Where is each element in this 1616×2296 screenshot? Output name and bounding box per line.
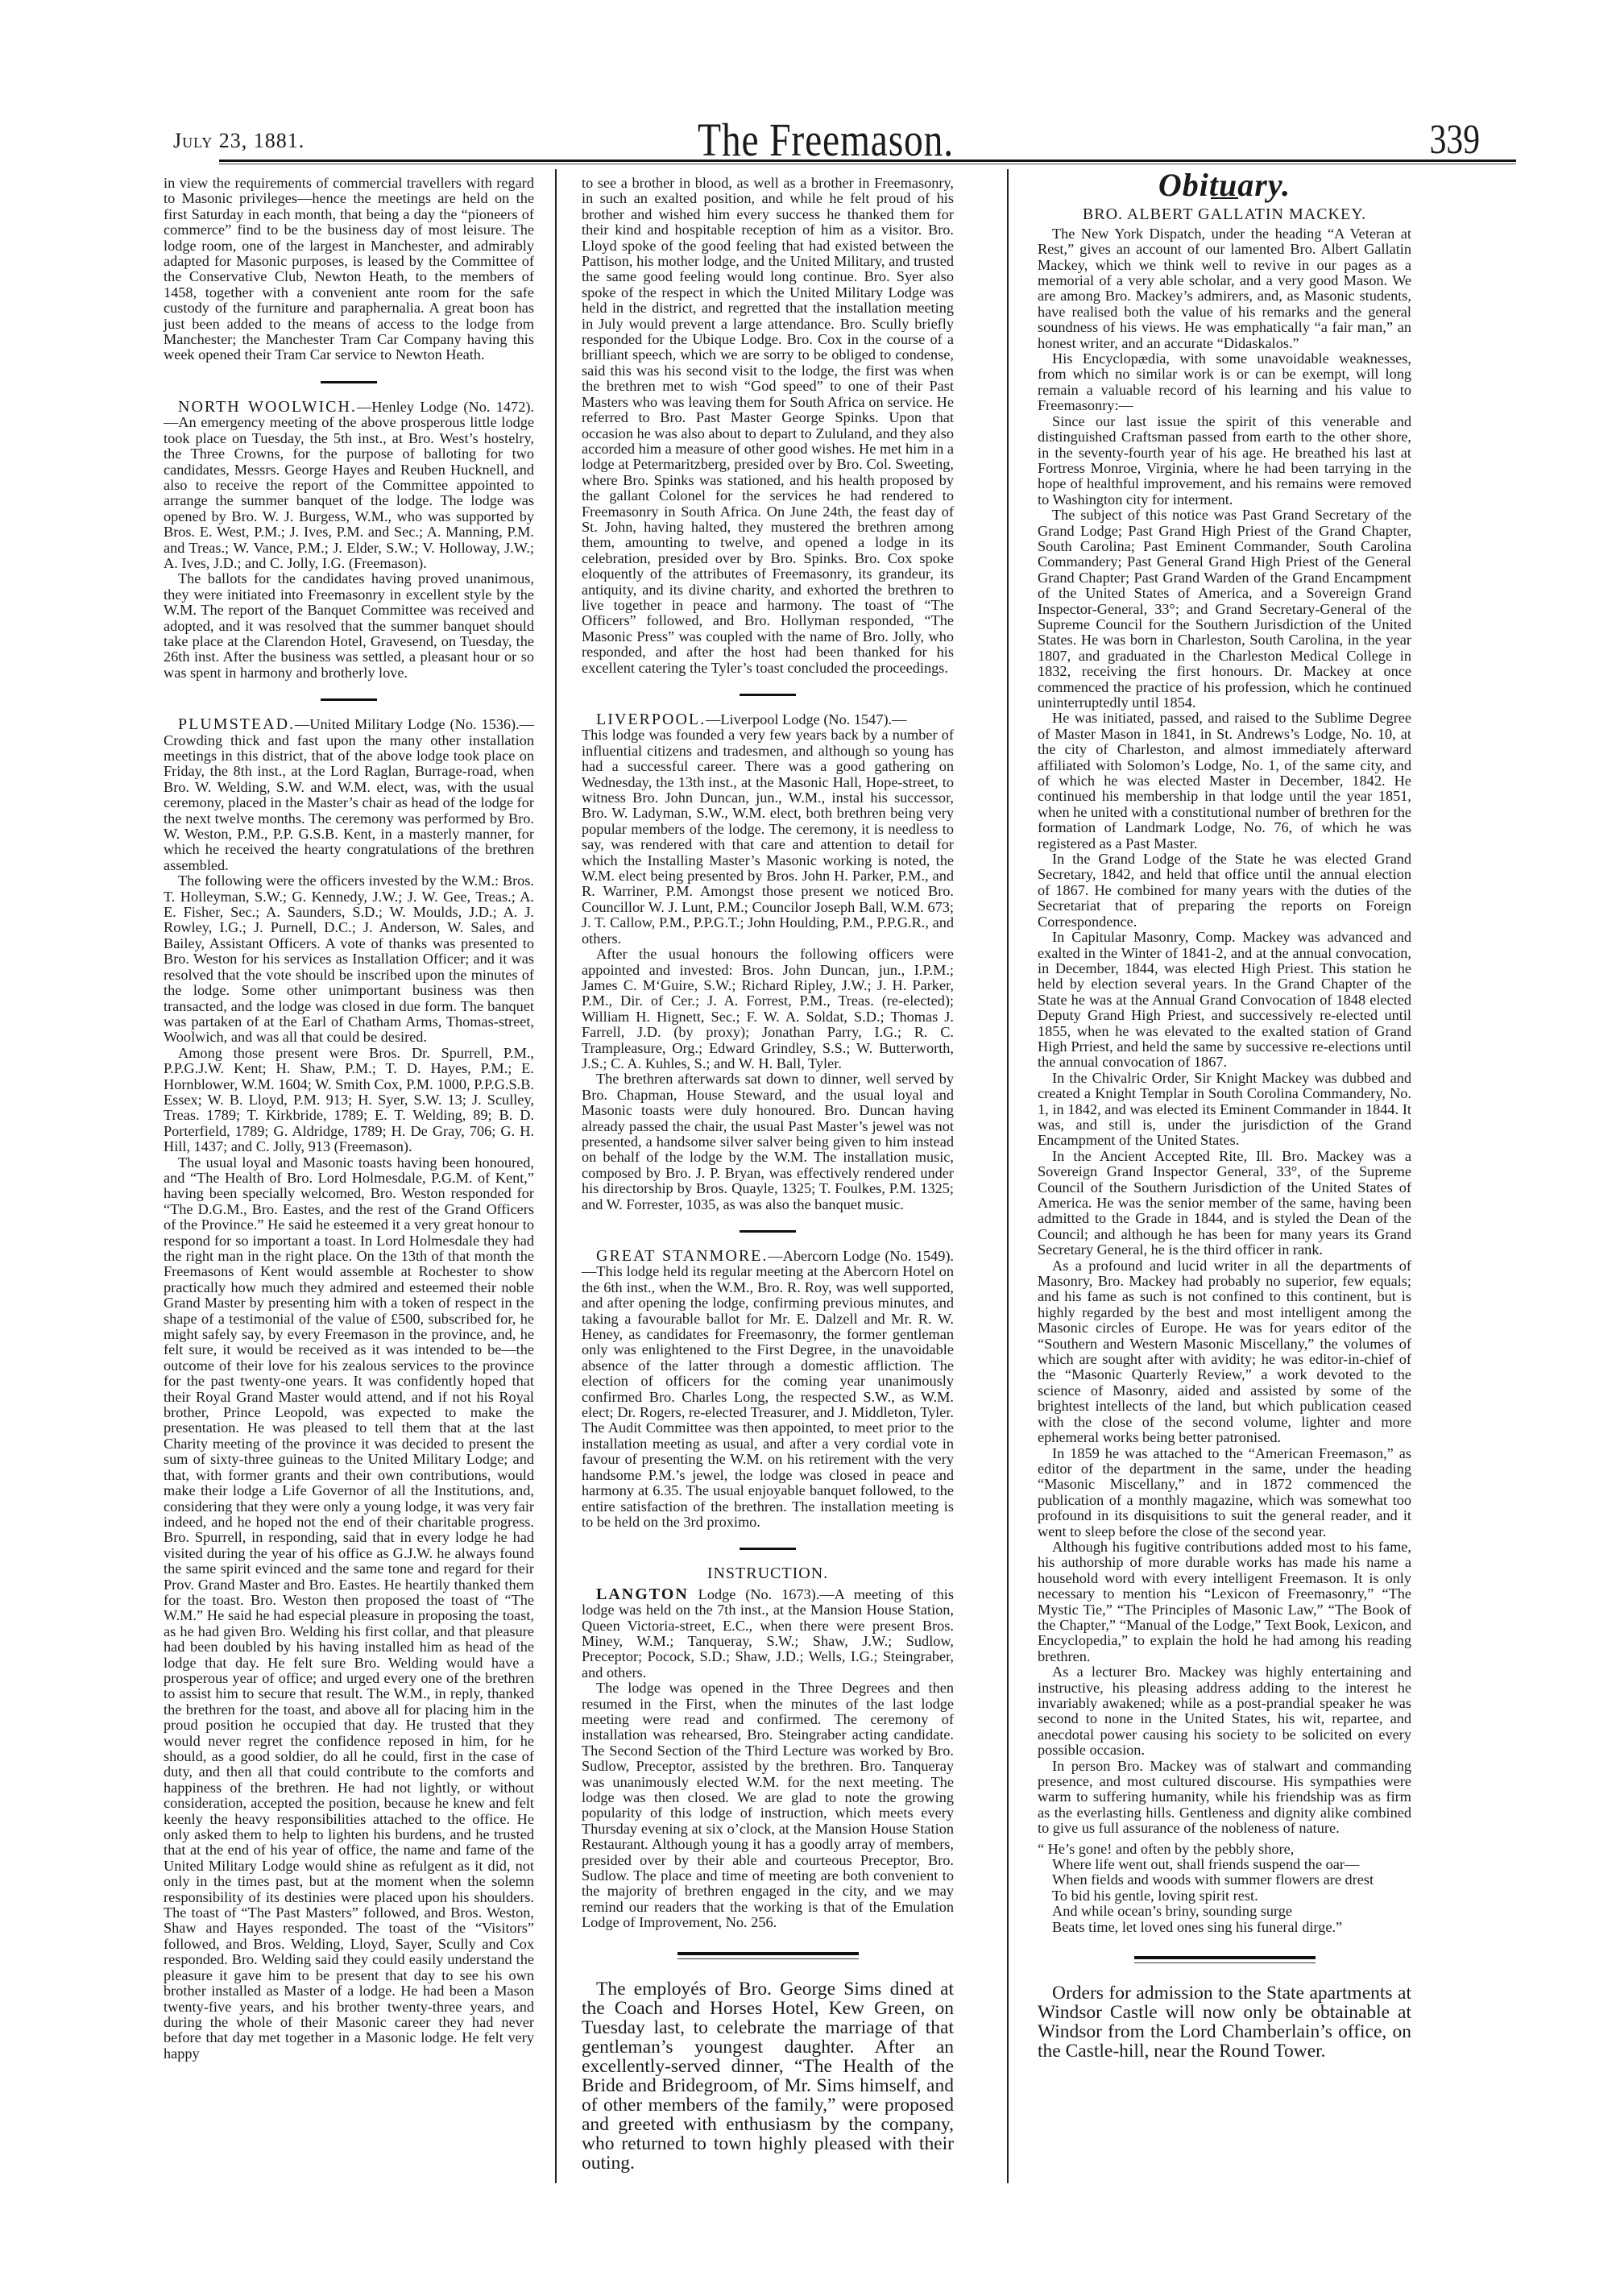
obituary-paragraph: His Encyclopædia, with some unavoidable weaknesses, from which no similar work is or can be exempt, will long remain a valuable record of his learning and his value to Freemasonry:—: [1038, 350, 1411, 414]
notice-sims-dinner: The employés of Bro. George Sims dined at the Coach and Horses Hotel, Kew Green, on Tuesday last, to celebrate the marriage of that gentleman’s youngest daughter. After an excellently-served dinner, “The Health of the Bride and Bridegroom, of Mr. Sims himself, and of other members of the family,” were proposed and greeted with enthusiasm by the company, who returned to town highly pleased with their outing.: [582, 1978, 954, 2174]
masthead: [165, 113, 1486, 166]
column-divider: [555, 169, 557, 2183]
article-continuation: in view the requirements of commercial travellers with regard to Masonic privileges—hence the meetings are held on the first Saturday in each month, that being a day the “pioneers of commerce” find to be the business day of most leisure. The lodge room, one of the largest in Manchester, and admirably adapted for Masonic purposes, is leased by the Committee of the Conservative Club, Newton Heath, to the members of 1458, together with a convenient ante room for the safe custody of the furniture and paraphernalia. A great boon has just been added to the means of access to the lodge from Manchester; the Manchester Tram Car Company having this week opened their Tram Car service to Newton Heath.: [164, 175, 534, 363]
poem-line: Where life went out, shall friends suspend the oar—: [1052, 1856, 1360, 1873]
lodge-name: —Abercorn Lodge (No. 1549).: [768, 1248, 954, 1264]
obituary-paragraph: In the Grand Lodge of the State he was elected Grand Secretary, 1842, and held that office until the annual election of 1867. He combined for many years with the duties of the Secretariat that of preparing the reports on Foreign Correspondence.: [1038, 851, 1411, 930]
poem-line: Beats time, let loved ones sing his funeral dirge.”: [1052, 1918, 1343, 1935]
section-title-obituary: Obituary.: [1158, 167, 1291, 203]
obituary-paragraph: As a profound and lucid writer in all the departments of Masonry, Bro. Mackey had probably no superior, few equals; and his fame as such is not confined to this continent, but is highly regarded by the best and most intelligent among the Masonic circles of Europe. He was for years editor of the “Southern and Western Masonic Miscellany,” the volumes of which are sought after with avidity; he was editor-in-chief of the “Masonic Quarterly Review,” a work devoted to the science of Masonry, aided and assisted by some of the brightest intellects of the land, but which publication ceased with the close of the second volume, lighter and more ephemeral works being better patronised.: [1038, 1257, 1411, 1446]
article-heading: PLUMSTEAD.: [178, 715, 296, 734]
poem-line: “ He’s gone! and often by the pebbly shore,: [1038, 1840, 1295, 1857]
article-heading: LANGTON: [596, 1585, 689, 1603]
article-body: —A meeting of this lodge was held on the 7th inst., at the Mansion House Station, Queen Victoria-street, E.C., when there were present Bros. Miney, W.M.; Tanqueray, S.W.; Shaw, J.W.; Sudlow, Preceptor; Pocock, S.D.; Shaw, J.D.; Wells, I.G.; Steingraber, and others.: [582, 1585, 954, 1681]
issue-date: July 23, 1881.: [173, 129, 305, 152]
article-separator: [740, 1548, 796, 1550]
article-paragraph: The ballots for the candidates having proved unanimous, they were initiated into Freemasonry in excellent style by the W.M. The report of the Banquet Committee was received and adopted, and it was resolved that the summer banquet should take place at the Clarendon Hotel, Gravesend, on Tuesday, the 26th inst. After the business was settled, a pleasant hour or so was spent in harmony and brotherly love.: [164, 570, 534, 681]
article-paragraph: The following were the officers invested by the W.M.: Bros. T. Holleyman, S.W.; G. Kennedy, J.W.; J. W. Gee, Treas.; A. E. Fisher, Sec.; A. Saunders, S.D.; W. Moulds, J.D.; A. J. Rowley, I.G.; J. Purnell, D.C.; J. Anderson, W. Sales, and Bailey, Assistant Officers. A vote of thanks was presented to Bro. Weston for his services as Installation Officer; and it was resolved that the vote should be inscribed upon the minutes of the lodge. Some other unimportant business was then transacted, and the lodge was closed in due form. The banquet was partaken of at the Earl of Chatham Arms, Thomas-street, Woolwich, and was all that could be desired.: [164, 872, 534, 1046]
column-2: [582, 176, 954, 2173]
article-body: —This lodge held its regular meeting at the Abercorn Hotel on the 6th inst., when the W.M., Bro. R. Roy, was well supported, and after opening the lodge, confirming previous minutes, and taking a favourable ballot for Mr. E. Dalzell and Mr. R. W. Heney, as candidates for Freemasonry, the former gentleman only was enlightened to the First Degree, in the unavoidable absence of the latter through a domestic affliction. The election of officers for the coming year unanimously confirmed Bro. Charles Long, the respected S.W., as W.M. elect; Dr. Rogers, re-elected Treasurer, and J. Middleton, Tyler. The Audit Committee was then appointed, to meet prior to the installation meeting as usual, and after a very cordial vote in favour of presenting the W.M. on his retirement with the very handsome P.M.’s jewel, the lodge was closed in peace and harmony at 6.35. The usual enjoyable banquet followed, to the entire satisfaction of the brethren. The installation meeting is to be held on the 3rd proximo.: [582, 1263, 954, 1530]
obituary-paragraph: In the Ancient Accepted Rite, Ill. Bro. Mackey was a Sovereign Grand Inspector General, 33°, of the Supreme Council of the Southern Jurisdiction of the United States of America. He was the senior member of the same, having been admitted to the Grade in 1844, and is styled the Dean of the Council; and although he has been for many years its Grand Secretary General, he is the third officer in rank.: [1038, 1147, 1411, 1258]
article-north-woolwich: [164, 397, 535, 681]
notice-windsor-castle: Orders for admission to the State apartments at Windsor Castle will now only be obtainable at Windsor from the Lord Chamberlain’s office, on the Castle-hill, near the Round Tower.: [1038, 1983, 1411, 2062]
article-plumstead: [164, 717, 534, 2062]
column-1: [164, 176, 534, 2062]
article-separator: [321, 381, 377, 383]
poem-line: To bid his gentle, loving spirit rest.: [1052, 1887, 1258, 1904]
obituary-paragraph: Although his fugitive contributions added most to his fame, his authorship of more durable works has made his name a household word with every intelligent Freemason. It is only necessary to mention his “Lexicon of Freemasonry,” “The Mystic Tie,” “The Principles of Masonic Law,” “The Book of the Chapter,” “Manual of the Lodge,” Text Book, Lexicon, and Encyclopedia,” to explain the hold he had among his reading brethren.: [1038, 1538, 1411, 1664]
article-heading: LIVERPOOL.: [596, 711, 706, 728]
article-separator: [740, 1230, 796, 1233]
lodge-name: Lodge (No. 1673).: [688, 1585, 820, 1602]
article-great-stanmore: [582, 1249, 954, 1530]
article-body: —Crowding thick and fast upon the many other installation meetings in this district, that of the above lodge took place on Friday, the 8th inst., at the Lord Raglan, Burrage-road, when Bro. W. Welding, S.W. and W.M. elect, was, with the usual ceremony, placed in the Master’s chair as head of the lodge for the next twelve months. The ceremony was performed by Bro. W. Weston, P.M., P.P. G.S.B. Kent, in a masterly manner, for which he received the hearty congratulations of the brethren assembled.: [164, 716, 534, 873]
article-liverpool: [582, 712, 954, 1212]
article-body: —An emergency meeting of the above prosperous little lodge took place on Tuesday, the 5th inst., at Bro. West’s hostelry, the Three Crowns, for the purpose of balloting for two candidates, Messrs. George Hayes and Reuben Hucknell, and also to receive the report of the Committee appointed to arrange the summer banquet of the lodge. The lodge was opened by Bro. W. J. Burgess, W.M., who was supported by Bros. E. West, P.M.; J. Ives, P.M. and Sec.; A. Manning, P.M. and Treas.; W. Vance, P.M.; J. Elder, S.W.; V. Holloway, J.W.; A. Ives, J.D.; and C. Jolly, I.G. (Freemason).: [164, 414, 534, 571]
article-paragraph: This lodge was founded a very few years back by a number of influential citizens and tradesmen, and although so young has had a successful career. There was a good gathering on Wednesday, the 13th inst., at the Masonic Hall, Hope-street, to witness Bro. John Duncan, jun., W.M., instal his successor, Bro. W. Ladyman, S.W., W.M. elect, both brethren being very popular members of the lodge. The ceremony, it is needless to say, was rendered with that care and attention to detail for which the Installing Master’s Masonic working is noted, the W.M. elect being presented by Bros. John H. Parker, P.M., and R. Warriner, P.M. Amongst those present we noticed Bro. Councillor W. J. Lunt, P.M.; Councilor Joseph Ball, W.M. 673; J. T. Callow, P.M., P.P.G.T.; John Houlding, P.M., P.P.G.R., and others.: [582, 727, 954, 947]
column-divider: [1007, 169, 1009, 2183]
obituary-paragraph: As a lecturer Bro. Mackey was highly entertaining and instructive, his pleasing address adding to the interest he invariably awakened; while as a post-prandial speaker he was second to none in the United States, his wit, repartee, and anecdotal power causing his society to be solicited on every possible occasion.: [1038, 1664, 1411, 1759]
article-heading: GREAT STANMORE.: [596, 1247, 769, 1265]
obituary-subject: BRO. ALBERT GALLATIN MACKEY.: [1082, 205, 1367, 224]
article-heading: NORTH WOOLWICH.: [178, 397, 357, 416]
article-paragraph: The lodge was opened in the Three Degrees and then resumed in the First, when the minutes of the last lodge meeting were read and confirmed. The ceremony of installation was rehearsed, Bro. Steingraber acting candidate. The Second Section of the Third Lecture was worked by Bro. Sudlow, Preceptor, assisted by the brethren. Bro. Tanqueray was unanimously elected W.M. for the next meeting. The lodge was then closed. We are glad to note the growing popularity of this lodge of instruction, which meets every Thursday evening at six o’clock, at the Mansion House Station Restaurant. Although young it has a goodly array of members, presided over by their able and courteous Preceptor, Bro. Sudlow. The place and time of meeting are both convenient to the majority of brethren engaged in the city, and we may remind our readers that the working is that of the Emulation Lodge of Improvement, No. 256.: [582, 1680, 954, 1931]
page-number: 339: [1429, 117, 1480, 163]
article-separator: [321, 698, 377, 701]
newspaper-title: The Freemason.: [698, 114, 954, 166]
lodge-name: —United Military Lodge (No. 1536).: [295, 716, 520, 733]
obituary-paragraph: In person Bro. Mackey was of stalwart and commanding presence, and most cultured discourse. His sympathies were warm to suffering humanity, while his friendship was as firm as the everlasting hills. Gentleness and dignity alike combined to give us full assurance of the nobleness of nature.: [1038, 1757, 1411, 1837]
obituary-paragraph: The subject of this notice was Past Grand Secretary of the Grand Lodge; Past Grand High Priest of the Grand Chapter, South Carolina; Past Eminent Commander, South Carolina Commandery; Past General Grand High Priest of the General Grand Chapter; Past Grand Warden of the Grand Encampment of the United States of America, and a Sovereign Grand Inspector-General, 33°; and Grand Secretary-General of the Supreme Council for the Southern Jurisdiction of the United States. He was born in Charleston, South Carolina, in the year 1807, and graduated in the Charleston Medical College in 1832, receiving the first honours. Dr. Mackey at once commenced the practice of his profession, which he continued uninterruptedly until 1854.: [1038, 507, 1411, 711]
article-paragraph: The usual loyal and Masonic toasts having been honoured, and “The Health of Bro. Lord Holmesdale, P.G.M. of Kent,” having been specially welcomed, Bro. Weston responded for “The D.G.M., Bro. Eastes, and the rest of the Grand Officers of the Province.” He said he esteemed it a very great honour to respond for so important a toast. In Lord Holmesdale they had the right man in the right place. On the 13th of that month the Freemasons of Kent would assemble at Rochester to show practically how much they admired and esteemed their noble Grand Master by presenting him with a token of respect in the shape of a testimonial of the value of £500, subscribed for, he might safely say, by every Freemason in the province, and, he felt sure, it would be received as it was intended to be—the outcome of their love for his zealous services to the province for the past twenty-one years. It was confidently hoped that their Royal Grand Master would attend, and if not his Royal brother, Prince Leopold, was expected to make the presentation. He was pleased to tell them that at the last Charity meeting of the province it was decided to present the sum of sixty-three guineas to the United Military Lodge; and that, with former grants and their own contributions, would make their lodge a Life Governor of all the Institutions, and, considering that they were only a young lodge, it was very fair indeed, and he hoped not the end of their charitable progress. Bro. Spurrell, in responding, said that in every lodge he had visited during the year of his office as G.J.W. he always found the same spirit evinced and the same tone and regard for their Prov. Grand Master and Bro. Eastes. He heartily thanked them for the toast. Bro. Weston then proposed the toast of “The W.M.” He said he had especial pleasure in proposing the toast, as he had given Bro. Welding his first collar, and that pleasure had been doubled by his having installed him as head of the lodge that day. He felt sure Bro. Welding would have a prosperous year of office; and urged every one of the brethren to assist him to secure that result. The W.M., in reply, thanked the brethren for the toast, and above all for placing him in the proud position he occupied that day. He trusted that they would never regret the confidence reposed in him, for he should, as a good soldier, do all he could, first in the case of duty, and then all that could contribute to the comforts and happiness of the brethren. He had not lightly, or without consideration, accepted the position, because he knew and felt keenly the heavy responsibilities attached to the office. He only asked them to help to lighten his burdens, and he trusted that at the end of his year of office, the name and fame of the United Military Lodge would shine as refulgent as it did, not only in the times past, but at the moment when the solemn responsibility of its destinies were placed upon his shoulders. The toast of “The Past Masters” followed, and Bros. Weston, Shaw and Hayes responded. The toast of the “Visitors” followed, and Bros. Welding, Lloyd, Sayer, Scully and Cox responded. Bro. Welding said they could easily understand the pleasure it gave him to be present that day to see his own brother installed as Master of a lodge. He had been a Mason twenty-five years, and his brother twenty-three years, and during the whole of their Masonic career they had never before that day met together in a Masonic lodge. He felt very happy: [164, 1154, 534, 2062]
article-separator: [740, 694, 796, 696]
poem-line: When fields and woods with summer flowers are drest: [1052, 1871, 1374, 1888]
article-instruction: [582, 1566, 954, 1930]
obituary-paragraph: Since our last issue the spirit of this venerable and distinguished Craftsman passed from earth to the other shore, in the seventy-fourth year of his age. He breathed his last at Fortress Monroe, Virginia, where he had been tarrying in the hope of healthful improvement, and his remains were removed to Washington city for interment.: [1038, 412, 1411, 508]
masthead-rule: [219, 160, 1516, 162]
memorial-poem: [1038, 1842, 1411, 1935]
obituary-paragraph: In Capitular Masonry, Comp. Mackey was advanced and exalted in the Winter of 1841-2, and at the annual convocation, in December, 1844, was elected High Priest. This station he held by election several years. In the Grand Chapter of the State he was at the Annual Grand Convocation of 1848 elected Deputy Grand High Priest, and successively re-elected until 1855, when he was elevated to the exalted station of Grand High Prriest, and held the same by successive re-elections until the annual convocation of 1867.: [1038, 929, 1411, 1071]
obituary-paragraph: In the Chivalric Order, Sir Knight Mackey was dubbed and created a Knight Templar in South Corolina Commandery, No. 1, in 1842, and was elected its Eminent Commander in 1844. It was, and still is, under the jurisdiction of the Grand Encampment of the United States.: [1038, 1069, 1411, 1149]
article-paragraph: Among those present were Bros. Dr. Spurrell, P.M., P.P.G.J.W. Kent; H. Shaw, P.M.; T. D. Hayes, P.M.; E. Hornblower, W.M. 1604; W. Smith Cox, P.M. 1000, P.P.G.S.B. Essex; W. B. Lloyd, P.M. 913; H. Syer, S.W. 13; J. Sculley, Treas. 1789; T. Kirkbride, 1789; E. T. Welding, 89; B. D. Porterfield, 1789; G. Aldridge, 1789; H. De Gray, 706; G. H. Hill, 1437; and C. Jolly, 913 (Freemason).: [164, 1044, 534, 1155]
double-rule-separator: [1134, 1956, 1316, 1959]
lodge-name: —Liverpool Lodge (No. 1547).—: [706, 711, 907, 727]
obituary-paragraph: The New York Dispatch, under the heading “A Veteran at Rest,” gives an account of our lamented Bro. Albert Gallatin Mackey, which we think well to revive in our pages as a memorial of a very able scholar, and a very good Mason. We are among Bro. Mackey’s admirers, and, as Masonic students, have realised both the value of his remarks and the general soundness of his views. He was emphatically “a fair man,” an honest writer, and an accurate “Didaskalos.”: [1038, 225, 1411, 351]
poem-line: And while ocean’s briny, sounding surge: [1052, 1903, 1293, 1920]
article-paragraph: After the usual honours the following officers were appointed and invested: Bros. John Duncan, jun., I.P.M.; James C. M‘Guire, S.W.; Richard Ripley, J.W.; J. H. Parker, P.M., Dir. of Cer.; J. A. Forrest, P.M., Treas. (re-elected); William H. Hignett, Sec.; F. W. A. Soldat, S.D.; Thomas J. Farrell, J.D. (by proxy); Jonathan Parry, I.G.; R. C. Trampleasure, Org.; Edward Grindley, S.S.; W. Butterworth, J.S.; C. A. Kuhles, S.; and W. H. Ball, Tyler.: [582, 946, 954, 1071]
obituary-paragraph: In 1859 he was attached to the “American Freemason,” as editor of the department in the same, under the heading “Masonic Miscellany,” and in 1872 commenced the publication of a monthly magazine, which was somewhat too profound in its disquisitions to suit the general reader, and it went to sleep before the close of the second year.: [1038, 1444, 1411, 1540]
double-rule-separator: [677, 1952, 859, 1955]
lodge-name: —Henley Lodge (No. 1472).: [356, 398, 535, 415]
article-paragraph: The brethren afterwards sat down to dinner, well served by Bro. Chapman, House Steward, and the usual loyal and Masonic toasts were duly honoured. Bro. Duncan having already passed the chair, the usual Past Master’s jewel was not presented, a handsome silver salver being given to him instead on behalf of the lodge by the W.M. The installation music, composed by Bro. J. P. Bryan, was effectively rendered under his directorship by Bros. Quayle, 1325; T. Foulkes, P.M. 1325; and W. Forrester, 1035, as was also the banquet music.: [582, 1071, 954, 1212]
article-continuation: to see a brother in blood, as well as a brother in Freemasonry, in such an exalted position, and while he felt proud of his brother and wished him every success he thanked them for their kind and hospitable reception of him as a visitor. Bro. Lloyd spoke of the good feeling that had existed between the Pattison, his mother lodge, and the United Military, and trusted the same good feeling would long continue. Bro. Syer also spoke of the respect in which the United Military Lodge was held in the district, and regretted that the installation meeting in July would prevent a large attendance. Bro. Scully briefly responded for the Ubique Lodge. Bro. Cox in the course of a brilliant speech, which we are sorry to be obliged to condense, said this was his second visit to the lodge, the first was when the brethren met to wish “God speed” to one of their Past Masters who was leaving them for South Africa on service. He referred to Bro. Past Master George Spinks. Upon that occasion he was also about to depart to Zululand, and they also accorded him a measure of other good wishes. He met him in a lodge at Petermaritzberg, presided over by Bro. Col. Sweeting, where Bro. Spinks was stationed, and his health proposed by the gallant Colonel for the services he had rendered to Freemasonry in South Africa. On June 24th, the feast day of St. John, having halted, they mustered the brethren among them, amounting to twelve, and opened a lodge in its celebration, presided over by Bro. Spinks. Bro. Cox spoke eloquently of the attributes of Freemasonry, its grandeur, its antiquity, and its divine charity, and exhorted the brethren to live together in peace and harmony. The toast of “The Officers” followed, and Bro. Hollyman responded, “The Masonic Press” was coupled with the name of Bro. Jolly, who responded, and after the host had been thanked for his excellent catering the Tyler’s toast concluded the proceedings.: [582, 175, 954, 676]
obituary-paragraph: He was initiated, passed, and raised to the Sublime Degree of Master Mason in 1841, in St. Andrews’s Lodge, No. 10, at the city of Charleston, and almost immediately afterward affiliated with Solomon’s Lodge, No. 1, of the same city, and of which he was elected Master in December, 1842. He continued his membership in that lodge until the year 1851, when he united with a constitutional number of brethren for the formation of Landmark Lodge, No. 76, of which he was registered as a Past Master.: [1038, 710, 1412, 852]
column-3: [1038, 167, 1412, 2062]
section-heading: INSTRUCTION.: [706, 1565, 829, 1583]
